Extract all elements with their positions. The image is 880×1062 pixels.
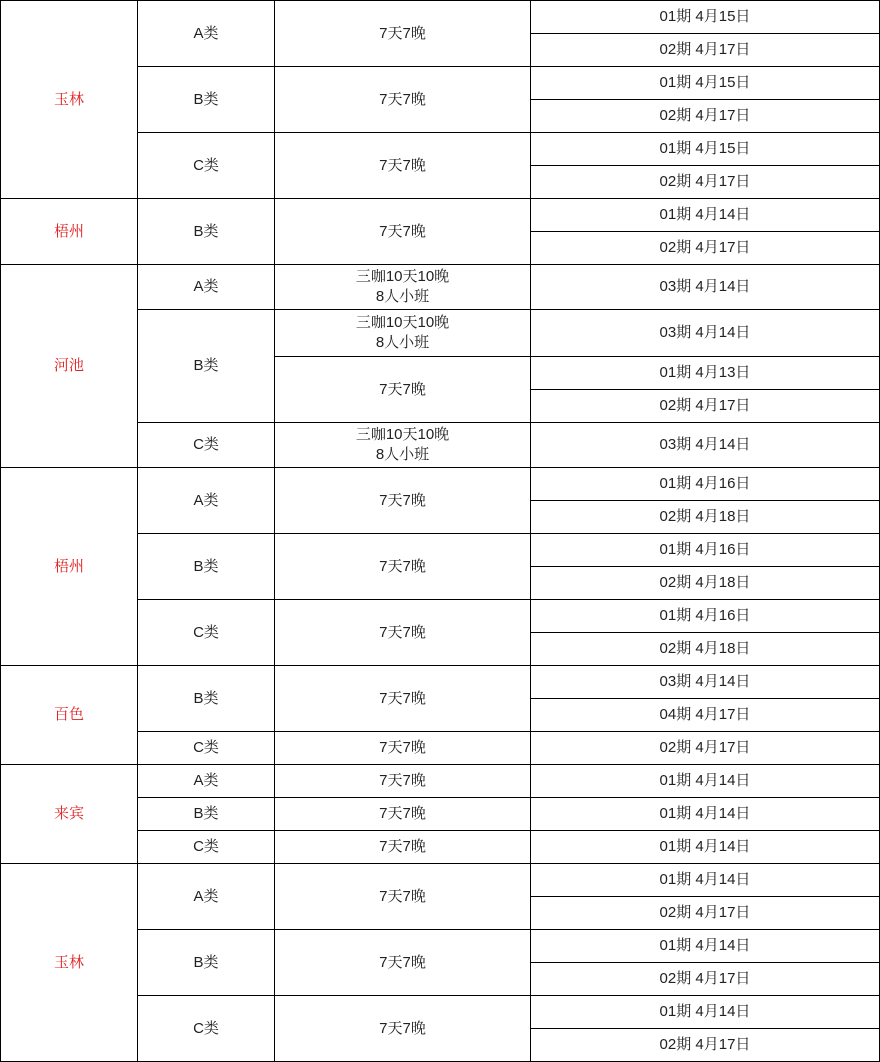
- city-cell: 来宾: [1, 765, 138, 864]
- city-cell: 玉林: [1, 864, 138, 1062]
- category-cell: A类: [138, 765, 275, 798]
- category-cell: B类: [138, 930, 275, 996]
- course-cell: 三咖10天10晚 8人小班: [275, 265, 531, 310]
- session-date-cell: 01期 4月14日: [531, 199, 880, 232]
- session-date-cell: 01期 4月14日: [531, 996, 880, 1029]
- table-row: [1, 666, 880, 699]
- category-cell: C类: [138, 831, 275, 864]
- category-cell: A类: [138, 1, 275, 67]
- session-date-cell: 01期 4月16日: [531, 468, 880, 501]
- session-date-cell: 03期 4月14日: [531, 310, 880, 357]
- course-cell: 7天7晚: [275, 831, 531, 864]
- city-cell: 梧州: [1, 468, 138, 666]
- course-cell: 7天7晚: [275, 864, 531, 930]
- city-cell: 河池: [1, 265, 138, 468]
- course-cell: 7天7晚: [275, 1, 531, 67]
- session-date-cell: 01期 4月15日: [531, 67, 880, 100]
- category-cell: C类: [138, 996, 275, 1062]
- course-cell: 7天7晚: [275, 357, 531, 423]
- session-date-cell: 02期 4月17日: [531, 232, 880, 265]
- session-date-cell: 01期 4月16日: [531, 600, 880, 633]
- course-cell: 7天7晚: [275, 600, 531, 666]
- session-date-cell: 01期 4月16日: [531, 534, 880, 567]
- table-row: [1, 1, 880, 34]
- course-cell: 7天7晚: [275, 996, 531, 1062]
- category-cell: A类: [138, 265, 275, 310]
- course-cell: 7天7晚: [275, 534, 531, 600]
- city-cell: 梧州: [1, 199, 138, 265]
- course-cell: 三咖10天10晚 8人小班: [275, 310, 531, 357]
- session-date-cell: 03期 4月14日: [531, 423, 880, 468]
- course-cell: 7天7晚: [275, 199, 531, 265]
- category-cell: B类: [138, 534, 275, 600]
- session-date-cell: 02期 4月17日: [531, 963, 880, 996]
- course-cell: 7天7晚: [275, 765, 531, 798]
- session-date-cell: 01期 4月14日: [531, 765, 880, 798]
- session-date-cell: 02期 4月17日: [531, 100, 880, 133]
- session-date-cell: 01期 4月13日: [531, 357, 880, 390]
- session-date-cell: 01期 4月14日: [531, 864, 880, 897]
- category-cell: C类: [138, 600, 275, 666]
- course-cell: 7天7晚: [275, 930, 531, 996]
- session-date-cell: 03期 4月14日: [531, 265, 880, 310]
- category-cell: B类: [138, 199, 275, 265]
- table-row: [1, 265, 880, 310]
- city-cell: 百色: [1, 666, 138, 765]
- category-cell: B类: [138, 310, 275, 423]
- table-row: [1, 468, 880, 501]
- session-date-cell: 04期 4月17日: [531, 699, 880, 732]
- course-cell: 7天7晚: [275, 67, 531, 133]
- table-row: [1, 864, 880, 897]
- category-cell: C类: [138, 133, 275, 199]
- session-date-cell: 02期 4月17日: [531, 1029, 880, 1062]
- course-cell: 7天7晚: [275, 798, 531, 831]
- session-date-cell: 01期 4月15日: [531, 133, 880, 166]
- session-date-cell: 02期 4月17日: [531, 897, 880, 930]
- session-date-cell: 02期 4月18日: [531, 501, 880, 534]
- session-date-cell: 02期 4月18日: [531, 633, 880, 666]
- table-row: [1, 765, 880, 798]
- category-cell: B类: [138, 666, 275, 732]
- category-cell: B类: [138, 798, 275, 831]
- city-cell: 玉林: [1, 1, 138, 199]
- category-cell: C类: [138, 732, 275, 765]
- session-date-cell: 01期 4月15日: [531, 1, 880, 34]
- session-date-cell: 02期 4月18日: [531, 567, 880, 600]
- course-cell: 7天7晚: [275, 732, 531, 765]
- session-date-cell: 01期 4月14日: [531, 930, 880, 963]
- table-row: [1, 199, 880, 232]
- session-date-cell: 02期 4月17日: [531, 390, 880, 423]
- course-cell: 7天7晚: [275, 666, 531, 732]
- session-date-cell: 02期 4月17日: [531, 34, 880, 67]
- category-cell: C类: [138, 423, 275, 468]
- category-cell: A类: [138, 864, 275, 930]
- category-cell: A类: [138, 468, 275, 534]
- session-date-cell: 01期 4月14日: [531, 798, 880, 831]
- session-date-cell: 01期 4月14日: [531, 831, 880, 864]
- session-date-cell: 02期 4月17日: [531, 166, 880, 199]
- category-cell: B类: [138, 67, 275, 133]
- course-cell: 7天7晚: [275, 468, 531, 534]
- course-cell: 三咖10天10晚 8人小班: [275, 423, 531, 468]
- course-cell: 7天7晚: [275, 133, 531, 199]
- session-date-cell: 02期 4月17日: [531, 732, 880, 765]
- session-date-cell: 03期 4月14日: [531, 666, 880, 699]
